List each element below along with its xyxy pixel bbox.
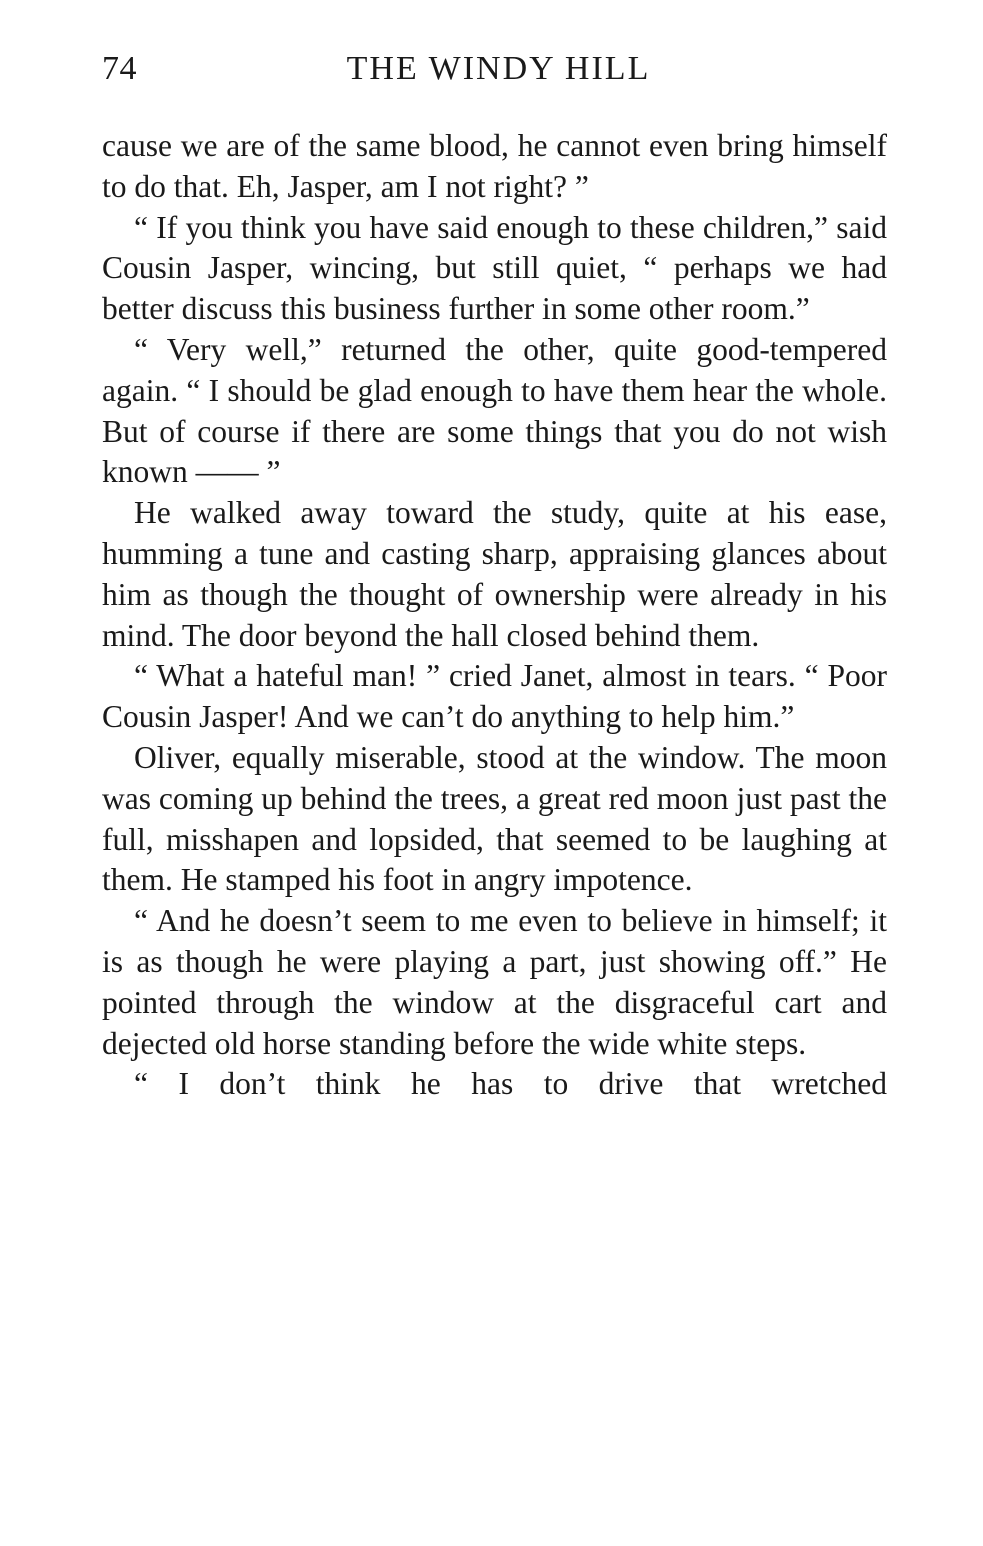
paragraph: “ What a hateful man! ” cried Janet, almost in tears. “ Poor Cousin Jasper! And we can’t do anything to help him.”: [102, 658, 887, 735]
paragraph: “ Very well,” returned the other, quite good-tempered again. “ I should be glad enough to have them hear the whole. But of course if there are some things that you do not wish known —— ”: [102, 331, 887, 490]
running-title: THE WINDY HILL: [346, 50, 651, 87]
paragraph: cause we are of the same blood, he cannot even bring himself to do that. Eh, Jasper, am I not right? ”: [102, 128, 887, 204]
body-text: [102, 126, 887, 1105]
page-header: [102, 50, 887, 100]
paragraph: “ If you think you have said enough to these children,” said Cousin Jasper, wincing, but still quiet, “ perhaps we had better discuss this business further in some other room.”: [102, 209, 887, 327]
paragraph: He walked away toward the study, quite at his ease, humming a tune and casting sharp, appraising glances about him as though the thought of ownership were already in his mind. The door beyond the hall closed behind them.: [102, 495, 887, 653]
paragraph: “ I don’t think he has to drive that wretched: [134, 1066, 887, 1102]
page-number: 74: [102, 50, 137, 87]
paragraph: “ And he doesn’t seem to me even to believe in himself; it is as though he were playing a part, just showing off.” He pointed through the window at the disgraceful cart and dejected old horse standing before the wide white steps.: [102, 903, 887, 1061]
paragraph: Oliver, equally miserable, stood at the window. The moon was coming up behind the trees, a great red moon just past the full, misshapen and lopsided, that seemed to be laughing at them. He stamped his foot in angry impotence.: [102, 739, 887, 898]
